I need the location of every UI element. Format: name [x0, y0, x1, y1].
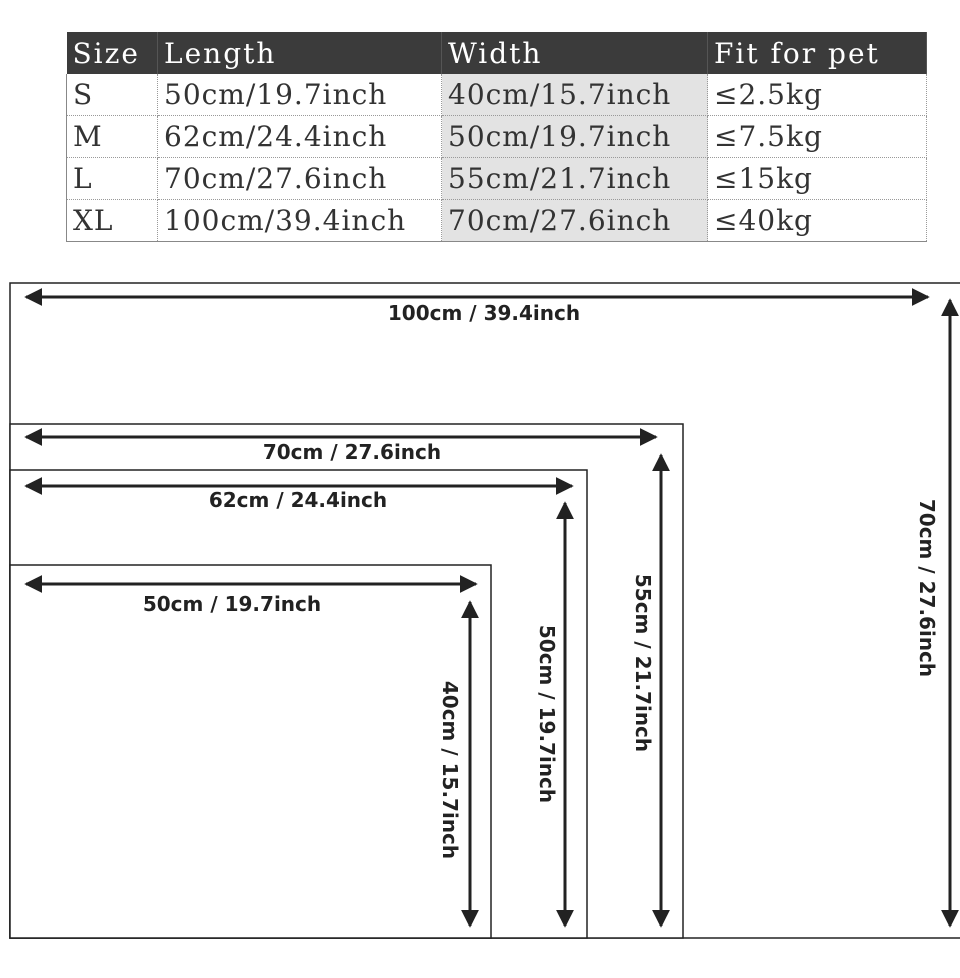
table-row: [67, 200, 927, 242]
width-label-s: 40cm / 15.7inch: [438, 680, 462, 860]
fit-cell: ≤40kg: [708, 200, 927, 242]
header-length: Length: [158, 32, 442, 74]
width-label-m: 50cm / 19.7inch: [535, 624, 559, 804]
length-label-xl: 100cm / 39.4inch: [387, 301, 581, 325]
width-cell: 40cm/15.7inch: [442, 74, 708, 116]
width-cell: 55cm/21.7inch: [442, 158, 708, 200]
size-diagram: [0, 270, 960, 970]
table-row: [67, 74, 927, 116]
size-cell: M: [67, 116, 158, 158]
width-cell: 70cm/27.6inch: [442, 200, 708, 242]
table-header-row: [67, 32, 927, 74]
size-cell: S: [67, 74, 158, 116]
table-row: [67, 158, 927, 200]
fit-cell: ≤7.5kg: [708, 116, 927, 158]
length-cell: 70cm/27.6inch: [158, 158, 442, 200]
width-cell: 50cm/19.7inch: [442, 116, 708, 158]
header-size: Size: [67, 32, 158, 74]
rect-s: [10, 565, 491, 938]
length-cell: 62cm/24.4inch: [158, 116, 442, 158]
table-row: [67, 116, 927, 158]
length-label-s: 50cm / 19.7inch: [142, 592, 322, 616]
header-width: Width: [442, 32, 708, 74]
length-cell: 100cm/39.4inch: [158, 200, 442, 242]
length-label-l: 70cm / 27.6inch: [262, 440, 442, 464]
width-label-xl: 70cm / 27.6inch: [915, 498, 939, 678]
outline-s: [10, 565, 491, 938]
size-cell: XL: [67, 200, 158, 242]
length-cell: 50cm/19.7inch: [158, 74, 442, 116]
length-label-m: 62cm / 24.4inch: [208, 488, 388, 512]
fit-cell: ≤2.5kg: [708, 74, 927, 116]
width-label-l: 55cm / 21.7inch: [631, 573, 655, 753]
fit-cell: ≤15kg: [708, 158, 927, 200]
header-fit-for-pet: Fit for pet: [708, 32, 927, 74]
size-table: [66, 32, 927, 242]
size-cell: L: [67, 158, 158, 200]
